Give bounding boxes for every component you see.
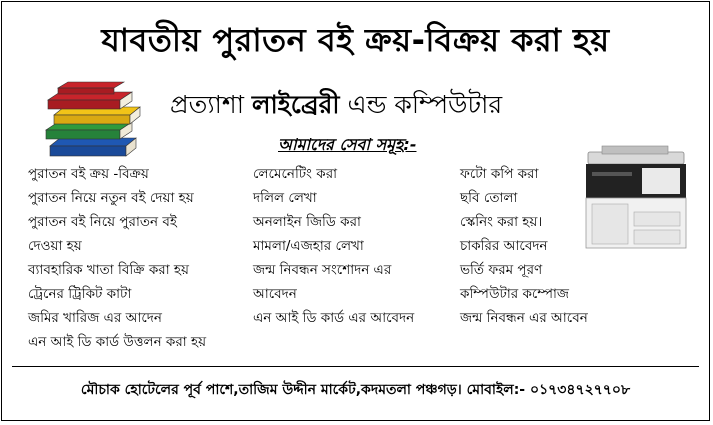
books-stack-icon: [40, 80, 146, 160]
service-item: এন আই ডি কার্ড এর আবেদন: [253, 310, 415, 326]
services-heading: আমাদের সেবা সমূহ:-: [278, 135, 417, 154]
shop-name-part1: প্রত্যাশা: [170, 90, 244, 119]
service-item: এন আই ডি কার্ড উত্তলন করা হয়: [28, 334, 207, 350]
service-item: লেমেনেটিং করা: [253, 166, 338, 182]
service-item: ব্যাবহারিক খাতা বিক্রি করা হয়: [28, 262, 189, 278]
service-item: চাকরির আবেদন: [460, 238, 548, 254]
service-item: ভর্তি ফরম পূরণ: [460, 262, 543, 278]
headline: যাবতীয় পুরাতন বই ক্রয়-বিক্রয় করা হয়: [101, 21, 610, 59]
flyer: [1, 1, 710, 421]
service-item: জন্ম নিবন্ধন সংশোদন এর: [253, 262, 392, 278]
service-item: পুরাতন বই নিয়ে পুরাতন বই: [28, 214, 177, 230]
service-item: জমির খারিজ এর আদেন: [28, 310, 162, 326]
service-item: অনলাইন জিডি করা: [253, 214, 361, 230]
photocopier-icon: [582, 142, 690, 252]
service-item: পুরাতন বই ক্রয় -বিক্রয়: [28, 166, 149, 182]
service-item: স্কেনিং করা হয়।: [460, 214, 543, 230]
service-item: ছবি তোলা: [460, 190, 518, 206]
service-item: মামলা/এজহার লেখা: [253, 238, 364, 254]
divider: [12, 366, 699, 367]
service-item: কম্পিউটার কম্পোজ: [460, 286, 569, 302]
service-item: দেওয়া হয়: [28, 238, 82, 254]
services-column-3: [460, 162, 588, 330]
shop-name-part3: এন্ড কম্পিউটার: [347, 90, 503, 119]
service-item: ট্রেনের ট্রিকিট কাটা: [28, 286, 132, 302]
footer-address: মৌচাক হোটেলের পূর্ব পাশে,তাজিম উদ্দীন মার্কেট,কদমতলা পঞ্চগড়। মোবাইল:- ০১৭৩৪৭২৭৭০৮: [80, 382, 631, 398]
shop-name-part2: লাইব্রেরী: [251, 90, 340, 119]
service-item: আবেদন: [253, 286, 297, 302]
service-item: জন্ম নিবন্ধন এর আবেন: [460, 310, 588, 326]
services-column-1: [28, 162, 206, 354]
services-column-2: [253, 162, 414, 330]
service-item: দলিল লেখা: [253, 190, 317, 206]
service-item: ফটো কপি করা: [460, 166, 539, 182]
service-item: পুরাতন নিয়ে নতুন বই দেয়া হয়: [28, 190, 194, 206]
shop-name: [170, 90, 502, 120]
